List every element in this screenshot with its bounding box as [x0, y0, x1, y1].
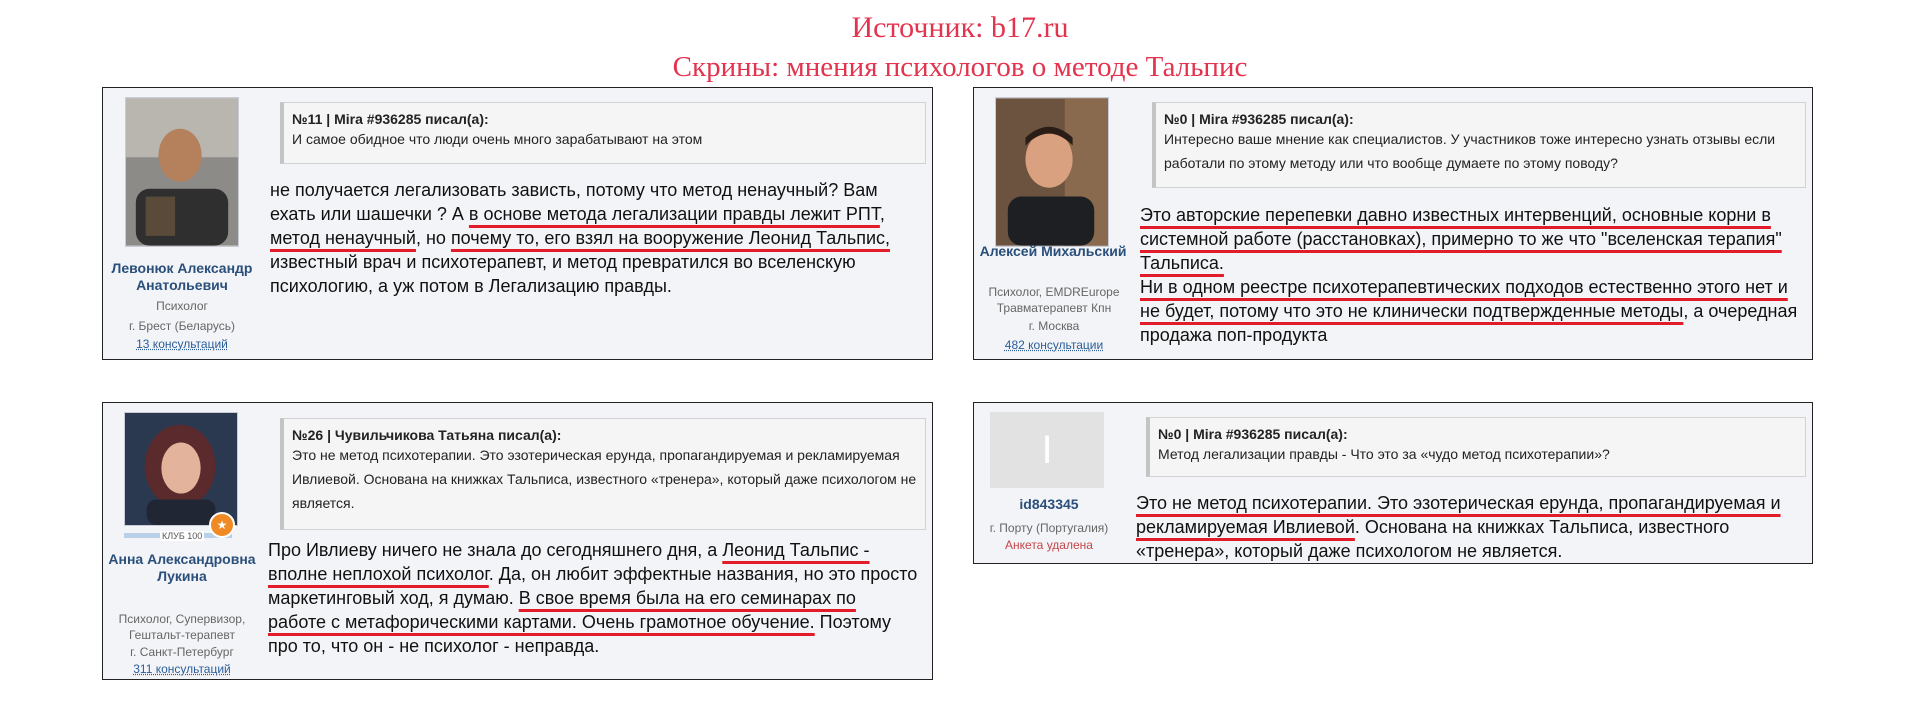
text-segment: , но — [415, 228, 451, 248]
author-role: Психолог — [156, 299, 208, 313]
consultations-link[interactable]: 311 консультаций — [133, 662, 231, 676]
quote-body: Это не метод психотерапии. Это эзотерическая ерунда, пропагандируемая и рекламируемая Ивлиевой. Основана на книжках Тальписа, известного «тренера», который даже психологом не является. — [292, 447, 917, 511]
quote-body: Интересно ваше мнение как специалистов. У участников тоже интересно узнать отзывы если работали по этому методу или что вообще думаете по этому поводу? — [1164, 131, 1776, 171]
quote-block — [280, 102, 926, 164]
avatar[interactable] — [124, 412, 238, 526]
quote-block — [1152, 102, 1806, 188]
avatar[interactable] — [125, 97, 239, 247]
screens-subtitle: Скрины: мнения психологов о методе Тальпис — [672, 51, 1248, 83]
author-name[interactable]: Анна Александровна Лукина — [108, 551, 256, 584]
author-city: г. Брест (Беларусь) — [128, 319, 236, 333]
consultations-link[interactable]: 482 консультации — [1004, 338, 1104, 352]
quote-block — [280, 418, 926, 530]
author-role: Психолог, EMDREurope Травматерапевт Кпн — [988, 285, 1120, 315]
quote-body: Метод легализации правды - Что это за «чудо метод психотерапии»? — [1158, 446, 1610, 462]
text-segment: . Основана на книжках Тальписа, известного «тренера», который даже психологом не является. — [1136, 517, 1730, 561]
highlighted-text: почему то, его взял на вооружение Леонид Тальпис, — [450, 228, 890, 248]
author-city: г. Порту (Португалия) — [989, 521, 1109, 535]
author-city: г. Санкт-Петербург — [130, 645, 234, 659]
text-segment: Поэтому про то, что он - не психолог - неправда. — [268, 612, 892, 656]
highlighted-text: Это авторские перепевки давно известных интервенций, основные корни в системной работе (расстановках), примерно то же что "вселенская терапия" Тальписа. — [1140, 205, 1782, 273]
highlighted-text: Ни в одном реестре психотерапевтических подходов естественно этого нет и не будет, потому что это не клинически подтвержденные методы — [1140, 277, 1788, 321]
avatar-photo-icon — [126, 98, 238, 246]
avatar[interactable] — [995, 97, 1109, 247]
text-segment: . Да, он любит эффектные названия, но это просто маркетинговый ход, я думаю. — [268, 564, 918, 608]
highlighted-text: в основе метода легализации правды лежит РПТ — [468, 204, 880, 224]
post-text — [1136, 491, 1808, 563]
quote-title: №0 | Mira #936285 писал(а): — [1158, 426, 1348, 442]
source-heading: Источник: b17.ru — [851, 11, 1069, 44]
post-text — [268, 538, 918, 658]
highlighted-text: Леонид Тальпис - вполне неплохой психолог — [268, 540, 870, 584]
quote-title: №11 | Mira #936285 писал(а): — [292, 111, 489, 127]
quote-title: №0 | Mira #936285 писал(а): — [1164, 111, 1354, 127]
quote-body: И самое обидное что люди очень много зарабатывают на этом — [292, 131, 703, 147]
consultations-link[interactable]: 13 консультаций — [136, 337, 228, 351]
highlighted-text: метод ненаучный — [270, 228, 416, 248]
author-name[interactable]: Левонюк Александр Анатольевич — [111, 260, 253, 293]
author-role: Психолог, Супервизор, Гештальт-терапевт — [118, 612, 246, 642]
text-segment: известный врач и психотерапевт, и метод превратился во вселенскую психологию, а уж потом в Легализацию правды. — [270, 252, 856, 296]
quote-block — [1146, 417, 1806, 477]
highlighted-text: В свое время была на его семинарах по работе с метафорическими картами. Очень грамотное обучение. — [268, 588, 856, 632]
avatar-photo-icon — [125, 413, 237, 525]
quote-title: №26 | Чувильчикова Татьяна писал(а): — [292, 427, 562, 443]
text-segment: Про Ивлиеву ничего не знала до сегодняшнего дня, а — [268, 540, 723, 560]
medal-icon: ★ — [209, 512, 235, 538]
author-name[interactable]: Алексей Михальский — [979, 243, 1127, 259]
highlighted-text: Это не метод психотерапии. Это эзотерическая ерунда, пропагандируемая и рекламируемая Ивлиевой — [1136, 493, 1781, 537]
avatar-photo-icon — [996, 98, 1108, 246]
author-name[interactable]: id843345 — [1019, 496, 1079, 512]
avatar-placeholder[interactable] — [990, 412, 1104, 488]
text-segment: не получается легализовать зависть, потому что метод ненаучный? Вам ехать или шашечки ? А — [270, 180, 878, 224]
post-text — [270, 178, 910, 298]
text-segment: , а очередная продажа поп-продукта — [1140, 301, 1798, 345]
author-city: г. Москва — [1028, 319, 1080, 333]
avatar-initial: I — [1041, 428, 1053, 472]
profile-deleted-status: Анкета удалена — [1005, 538, 1093, 552]
post-text — [1140, 203, 1806, 347]
text-segment: , — [879, 204, 885, 224]
club-badge-label: КЛУБ 100 — [162, 531, 203, 541]
